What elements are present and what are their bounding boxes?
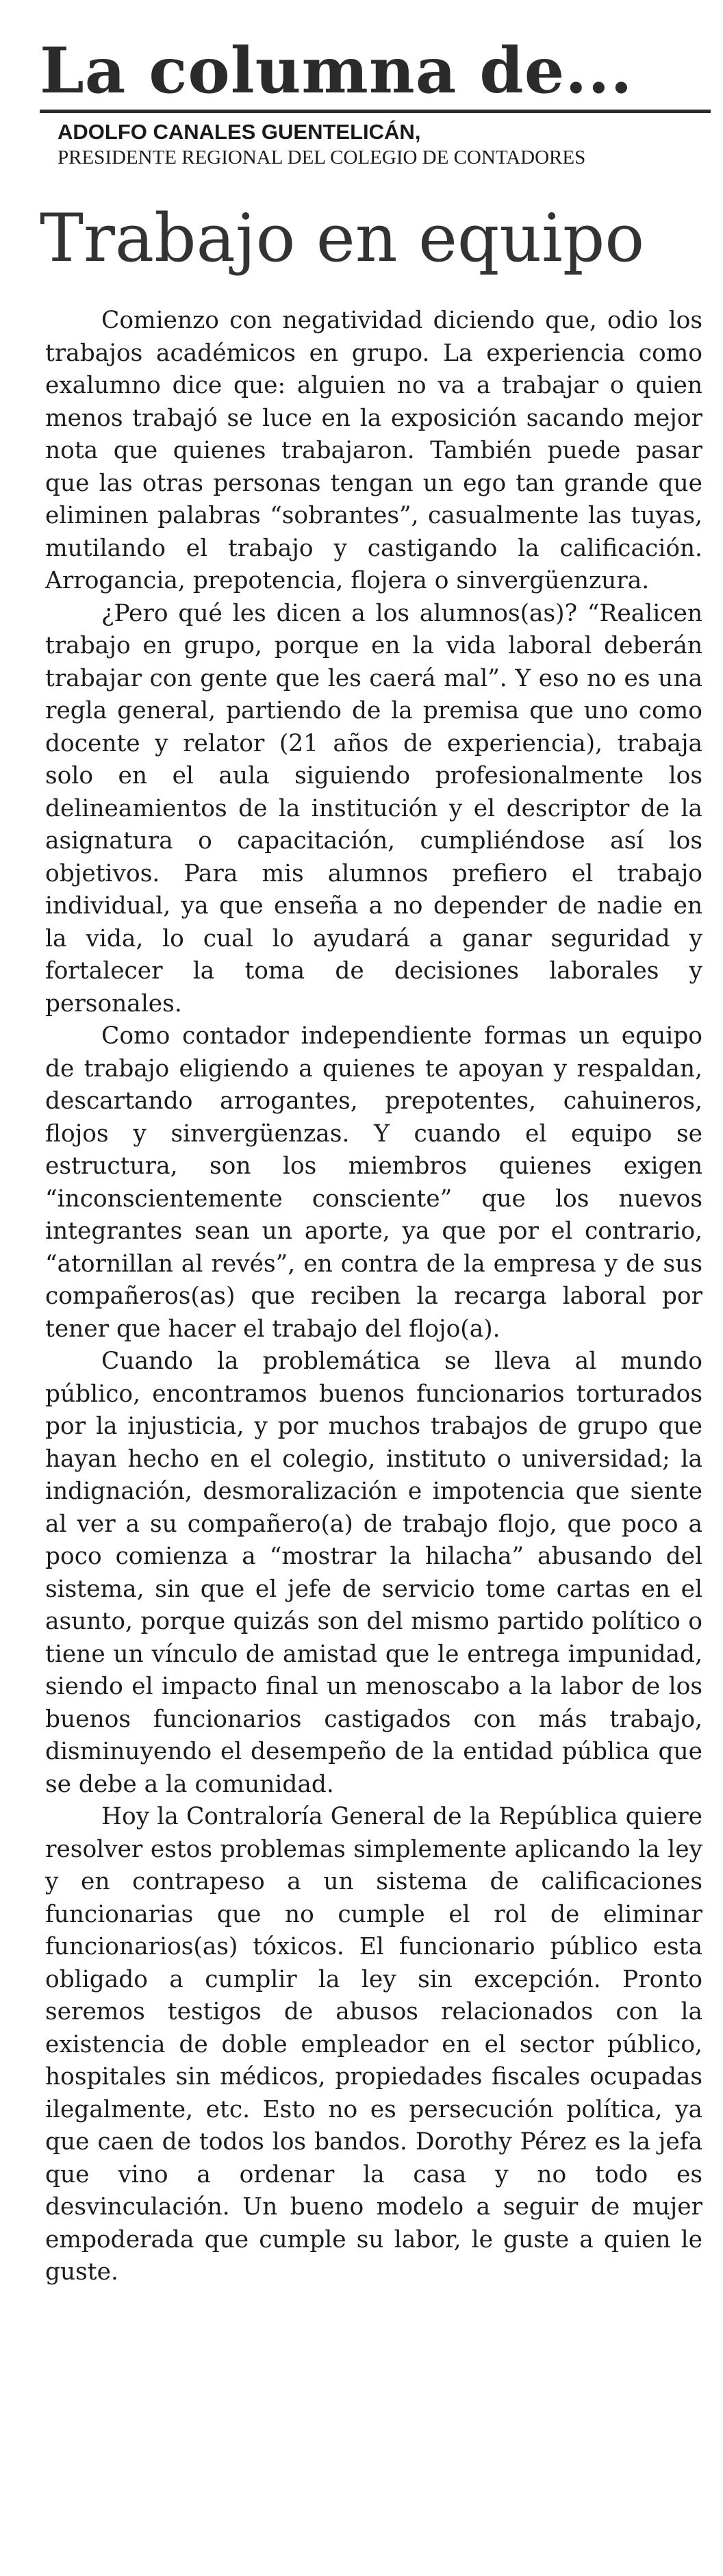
author-role: PRESIDENTE REGIONAL DEL COLEGIO DE CONTADORES — [58, 147, 586, 168]
column-header — [40, 33, 711, 168]
article-paragraph: ¿Pero qué les dicen a los alumnos(as)? “Realicen trabajo en grupo, porque en la vida laboral deberán trabajar con gente que les caerá mal”. Y eso no es una regla general, partiendo de la premisa que uno como docente y relator (21 años de experiencia), trabaja solo en el aula siguiendo profesionalmente los delineamientos de la institución y el descriptor de la asignatura o capacitación, cumpliéndose así los objetivos. Para mis alumnos prefiero el trabajo individual, ya que enseña a no depender de nadie en la vida, lo cual lo ayudará a ganar seguridad y fortalecer la toma de decisiones laborales y personales. — [45, 599, 702, 1018]
author-name: ADOLFO CANALES GUENTELICÁN, — [58, 120, 421, 144]
article-paragraph: Cuando la problemática se lleva al mundo público, encontramos buenos funcionarios torturados por la injusticia, y por muchos trabajos de grupo que hayan hecho en el colegio, instituto o universidad; la indignación, desmoralización e impotencia que siente al ver a su compañero(a) de trabajo flojo, que poco a poco comienza a “mostrar la hilacha” abusando del sistema, sin que el jefe de servicio tome cartas en el asunto, porque quizás son del mismo partido político o tiene un vínculo de amistad que le entrega impunidad, siendo el impacto final un menoscabo a la labor de los buenos funcionarios castigados con más trabajo, disminuyendo el desempeño de la entidad pública que se debe a la comunidad. — [45, 1348, 702, 1798]
title-rule — [40, 110, 711, 113]
article-paragraph: Comienzo con negatividad diciendo que, odio los trabajos académicos en grupo. La experiencia como exalumno dice que: alguien no va a trabajar o quien menos trabajó se luce en la exposición sacando mejor nota que quienes trabajaron. También puede pasar que las otras personas tengan un ego tan grande que eliminen palabras “sobrantes”, casualmente las tuyas, mutilando el trabajo y castigando la calificación. Arrogancia, prepotencia, flojera o sinvergüenzura. — [45, 307, 702, 594]
article-paragraph: Hoy la Contraloría General de la República quiere resolver estos problemas simplemente aplicando la ley y en contrapeso a un sistema de calificaciones funcionarias que no cumple el rol de eliminar funcionarios(as) tóxicos. El funcionario público esta obligado a cumplir la ley sin excepción. Pronto seremos testigos de abusos relacionados con la existencia de doble empleador en el sector público, hospitales sin médicos, propiedades fiscales ocupadas ilegalmente, etc. Esto no es persecución política, ya que caen de todos los bandos. Dorothy Pérez es la jefa que vino a ordenar la casa y no todo es desvinculación. Un bueno modelo a seguir de mujer empoderada que cumple su labor, le guste a quien le guste. — [45, 1803, 702, 2286]
article-body — [45, 305, 702, 2289]
column-title: La columna de... — [40, 34, 633, 108]
byline — [58, 119, 708, 170]
article-paragraph: Como contador independiente formas un equipo de trabajo eligiendo a quienes te apoyan y respaldan, descartando arrogantes, prepotentes, cahuineros, flojos y sinvergüenzas. Y cuando el equipo se estructura, son los miembros quienes exigen “inconscientemente consciente” que los nuevos integrantes sean un aporte, ya que por el contrario, “atornillan al revés”, en contra de la empresa y de sus compañeros(as) que reciben la recarga laboral por tener que hacer el trabajo del flojo(a). — [45, 1022, 702, 1343]
article-headline: Trabajo en equipo — [40, 200, 645, 277]
